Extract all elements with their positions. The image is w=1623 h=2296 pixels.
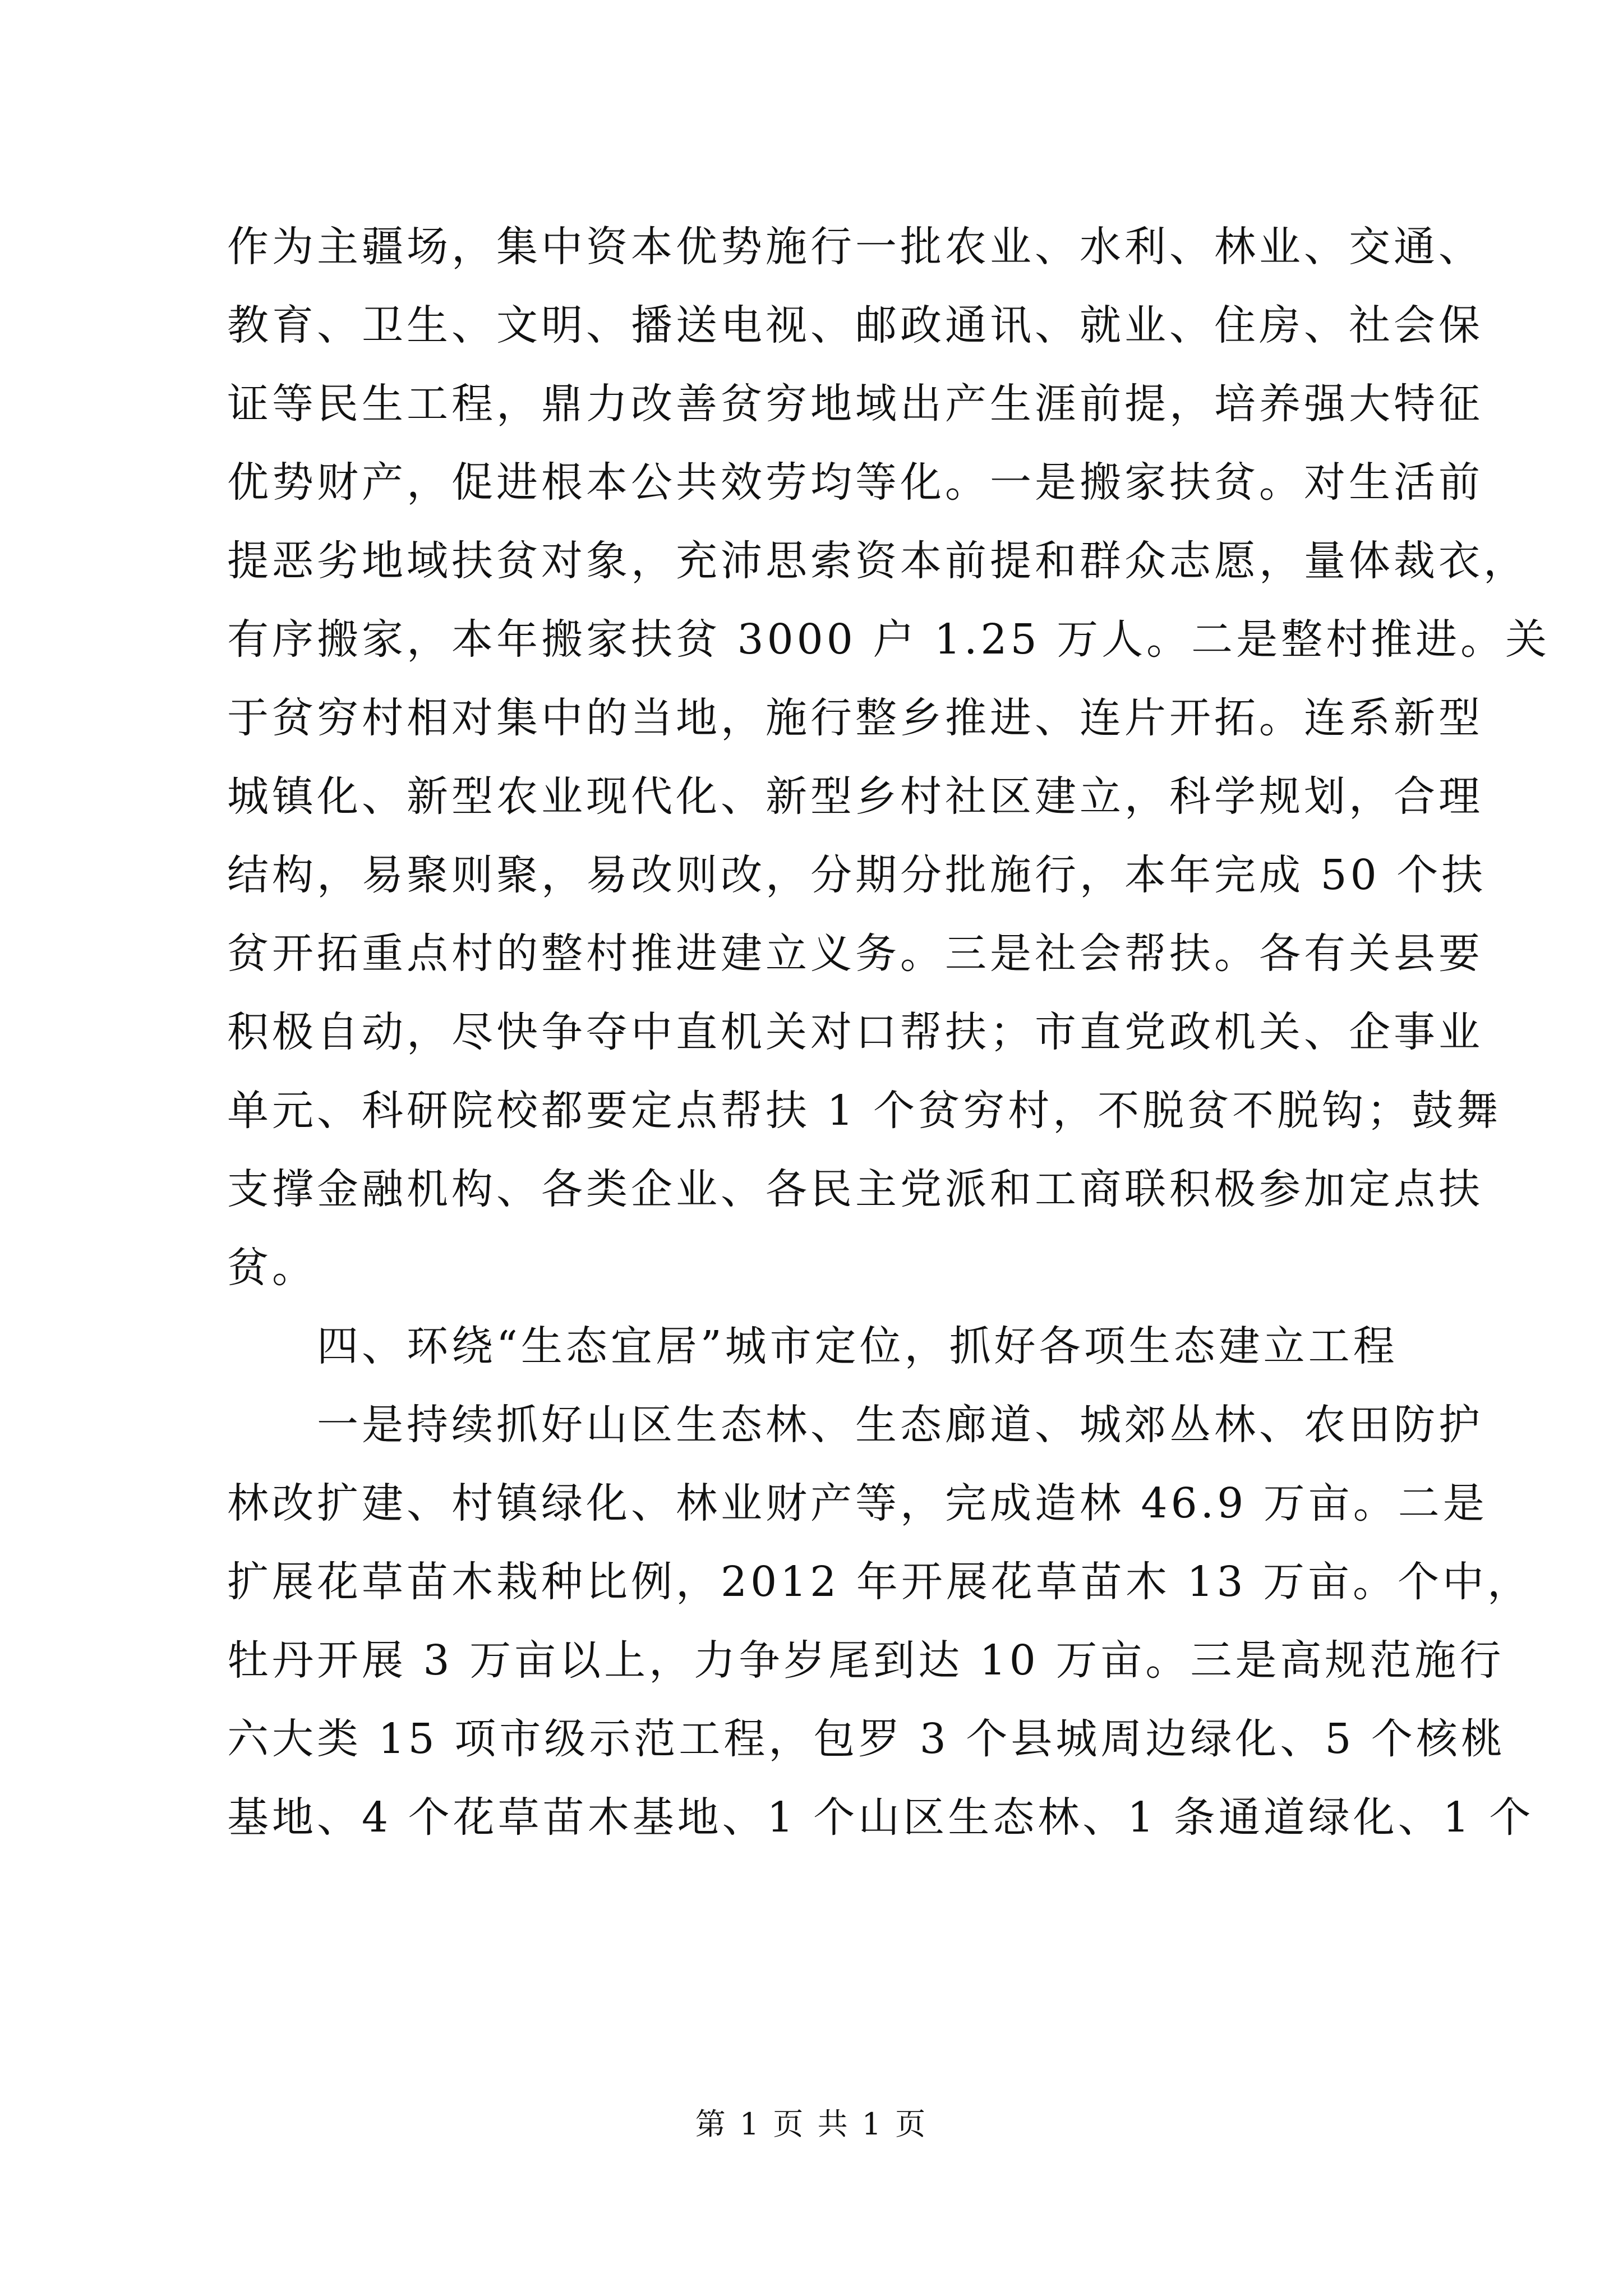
text-line: 结构，易聚则聚，易改则改，分期分批施行，本年完成 50 个扶 bbox=[227, 851, 1487, 899]
text-line: 贫。 bbox=[227, 1244, 317, 1292]
text-line: 作为主疆场，集中资本优势施行一批农业、水利、林业、交通、 bbox=[227, 223, 1483, 271]
page-footer: 第 1 页 共 1 页 bbox=[695, 2106, 928, 2142]
text-line: 六大类 15 项市级示范工程，包罗 3 个县城周边绿化、5 个核桃 bbox=[227, 1715, 1506, 1763]
section-heading: 四、环绕“生态宜居”城市定位，抓好各项生态建立工程 bbox=[317, 1322, 1398, 1370]
text-line: 贫开拓重点村的整村推进建立义务。三是社会帮扶。各有关县要 bbox=[227, 930, 1483, 978]
text-line: 城镇化、新型农业现代化、新型乡村社区建立，科学规划，合理 bbox=[227, 772, 1483, 821]
text-line: 单元、科研院校都要定点帮扶 1 个贫穷村，不脱贫不脱钩；鼓舞 bbox=[227, 1087, 1502, 1135]
text-line: 于贫穷村相对集中的当地，施行整乡推进、连片开拓。连系新型 bbox=[227, 694, 1483, 742]
text-line: 提恶劣地域扶贫对象，充沛思索资本前提和群众志愿，量体裁衣， bbox=[227, 537, 1528, 585]
text-line: 林改扩建、村镇绿化、林业财产等，完成造林 46.9 万亩。二是 bbox=[227, 1479, 1488, 1527]
text-line: 一是持续抓好山区生态林、生态廊道、城郊丛林、农田防护 bbox=[317, 1401, 1483, 1449]
text-line: 积极自动，尽快争夺中直机关对口帮扶；市直党政机关、企事业 bbox=[227, 1008, 1483, 1056]
text-line: 有序搬家，本年搬家扶贫 3000 户 1.25 万人。二是整村推进。关 bbox=[227, 615, 1551, 664]
text-line: 证等民生工程，鼎力改善贫穷地域出产生涯前提，培养强大特征 bbox=[227, 380, 1483, 428]
text-line: 牡丹开展 3 万亩以上，力争岁尾到达 10 万亩。三是高规范施行 bbox=[227, 1636, 1505, 1685]
text-line: 基地、4 个花草苗木基地、1 个山区生态林、1 条通道绿化、1 个 bbox=[227, 1793, 1534, 1842]
text-line: 优势财产，促进根本公共效劳均等化。一是搬家扶贫。对生活前 bbox=[227, 458, 1483, 507]
text-line: 支撑金融机构、各类企业、各民主党派和工商联积极参加定点扶 bbox=[227, 1165, 1483, 1213]
text-line: 扩展花草苗木栽种比例，2012 年开展花草苗木 13 万亩。个中， bbox=[227, 1558, 1533, 1606]
text-line: 教育、卫生、文明、播送电视、邮政通讯、就业、住房、社会保 bbox=[227, 301, 1483, 349]
